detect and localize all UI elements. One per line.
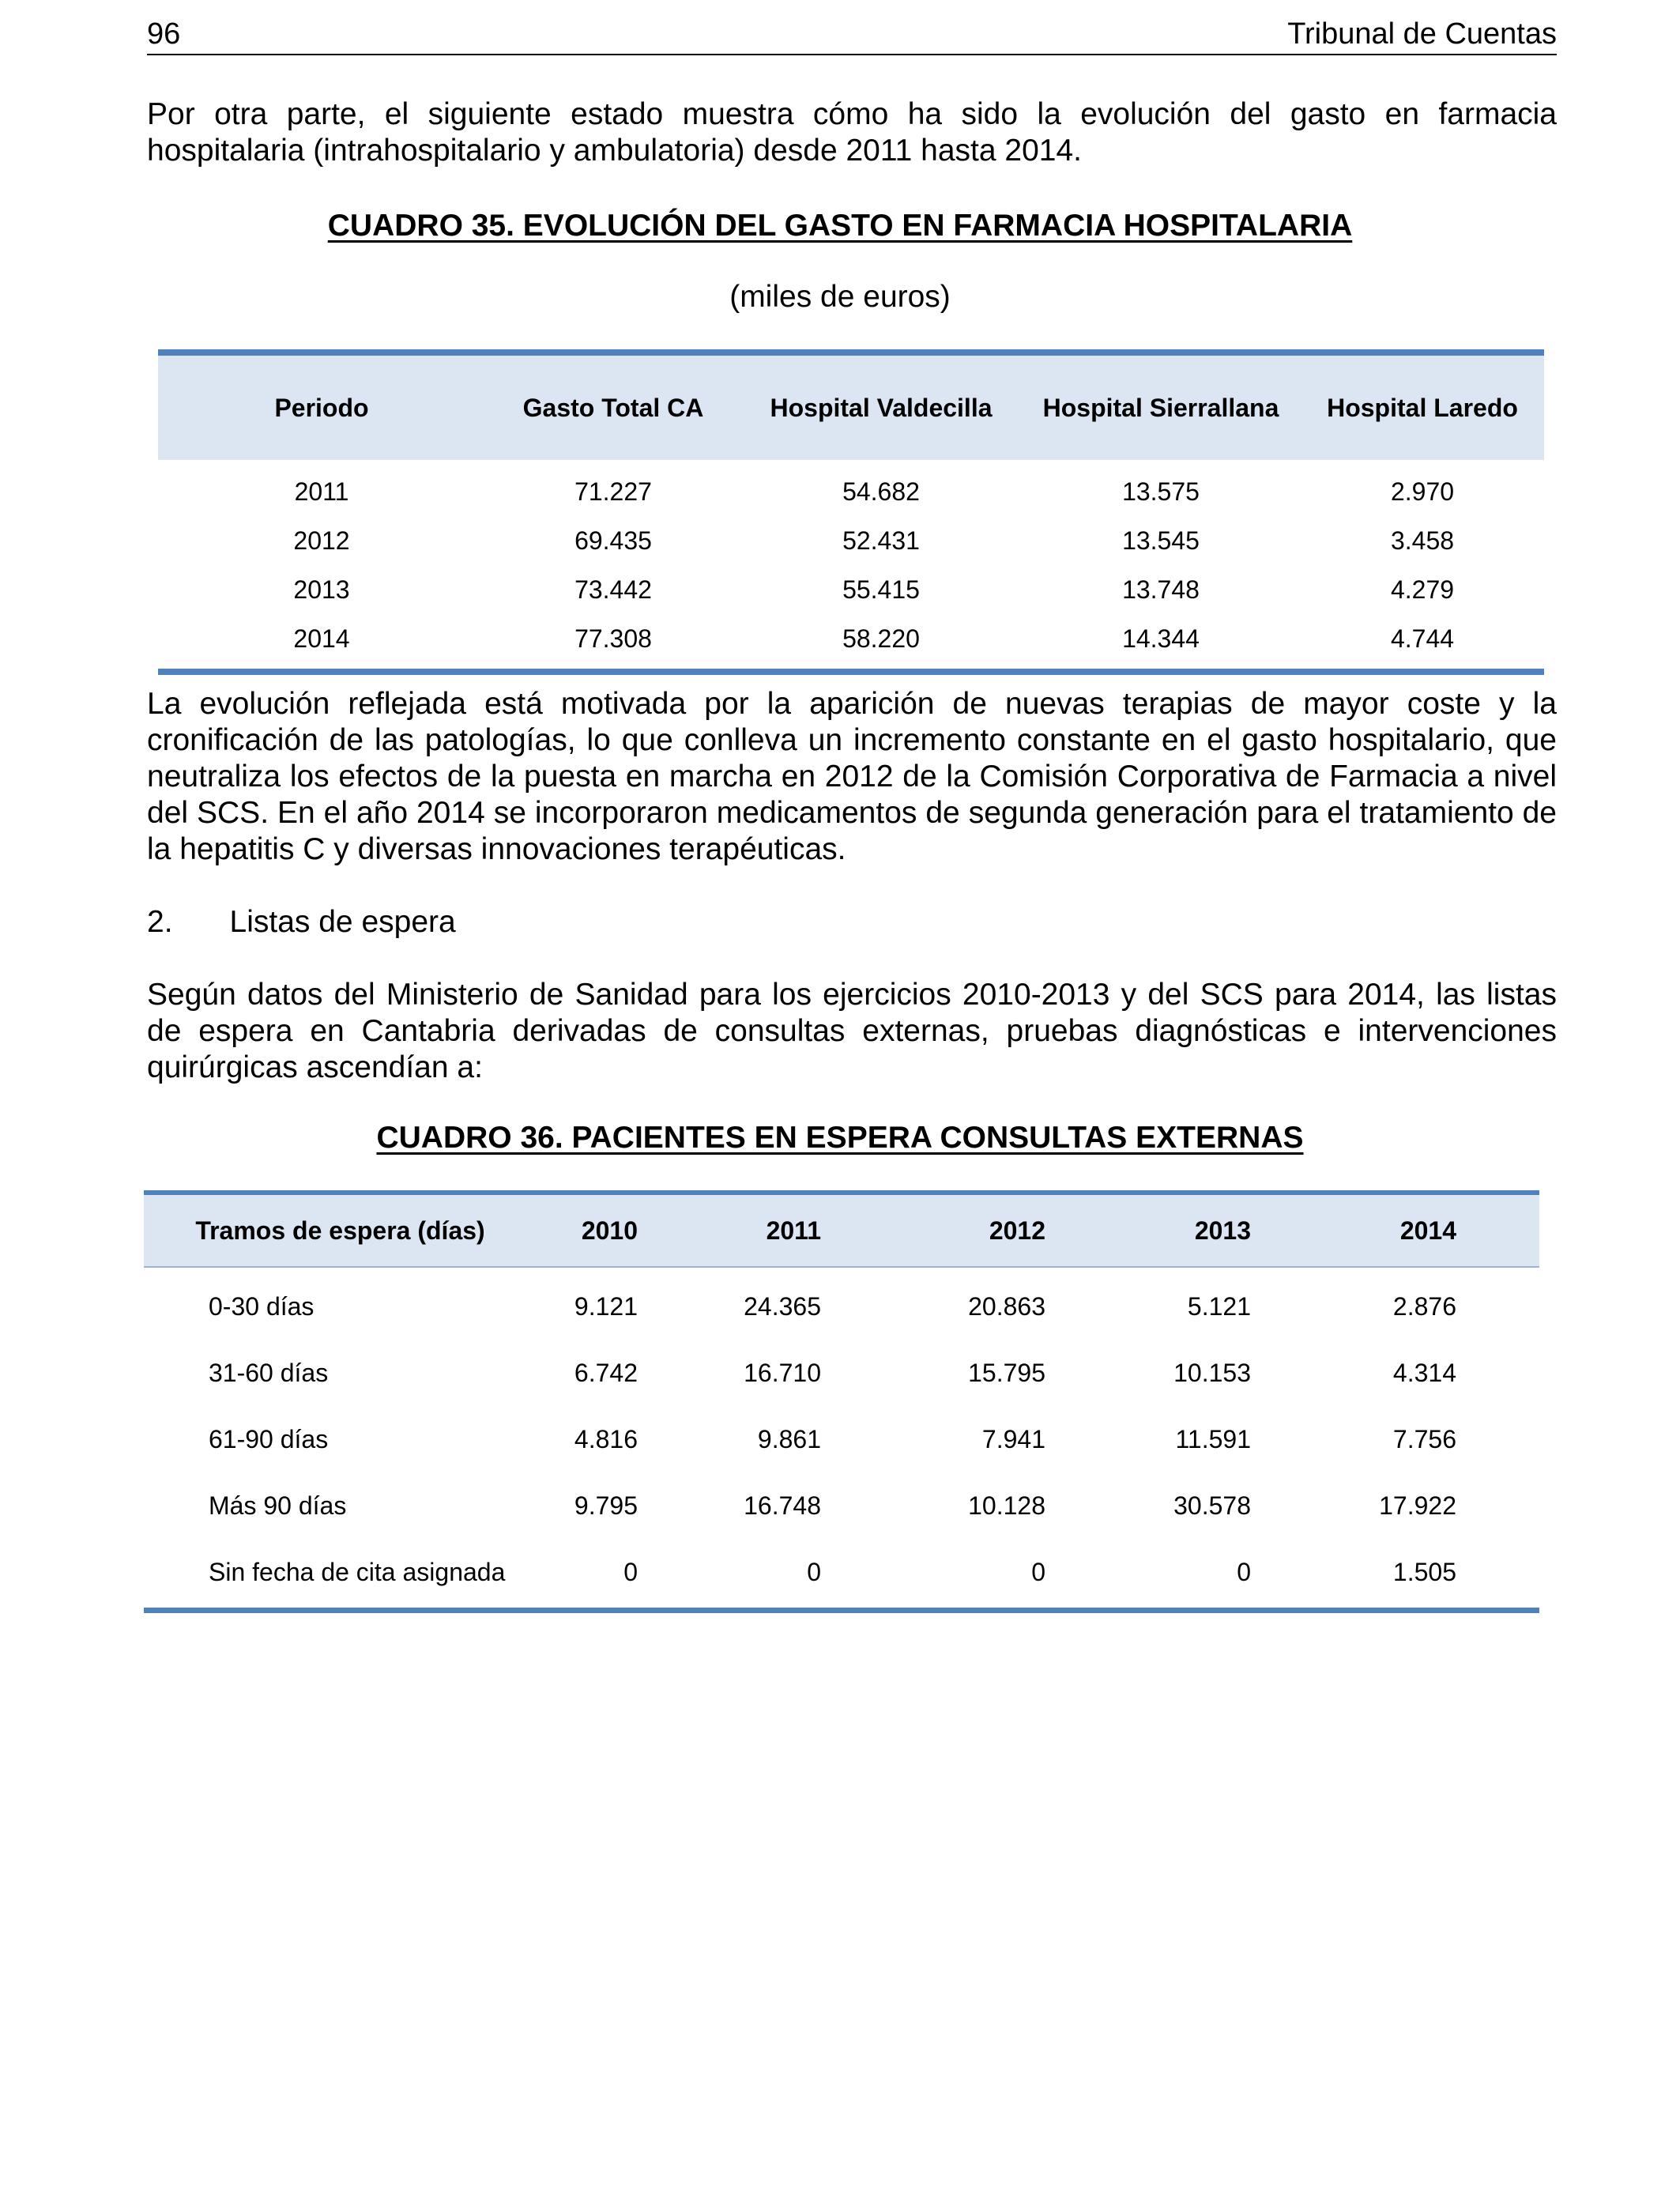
table-cell: 7.941 bbox=[981, 1424, 1045, 1453]
table-cell: 10.128 bbox=[968, 1491, 1045, 1520]
table-row bbox=[144, 1406, 1539, 1472]
running-head: Tribunal de Cuentas bbox=[1287, 17, 1557, 51]
table36-header-spacer bbox=[1457, 1193, 1539, 1267]
table-cell: 2012 bbox=[293, 526, 350, 555]
table36-header-cell: 2012 bbox=[822, 1193, 1046, 1267]
page-number: 96 bbox=[147, 17, 181, 51]
table-spacer bbox=[1457, 1539, 1539, 1611]
table-cell: 14.344 bbox=[1021, 614, 1301, 672]
table35-title: CUADRO 35. EVOLUCIÓN DEL GASTO EN FARMACIA HOSPITALARIA bbox=[327, 209, 1353, 243]
table-row bbox=[158, 516, 1544, 565]
table36-header-cell: 2011 bbox=[638, 1193, 822, 1267]
table-cell: 0 bbox=[537, 1539, 638, 1611]
table-row bbox=[158, 565, 1544, 614]
table36-header-row bbox=[144, 1193, 1539, 1267]
table-row bbox=[158, 614, 1544, 672]
table35 bbox=[158, 349, 1544, 675]
table-row bbox=[144, 1340, 1539, 1406]
table-cell: 13.575 bbox=[1122, 477, 1200, 506]
table-cell: 69.435 bbox=[574, 526, 652, 555]
table-row bbox=[144, 1539, 1539, 1611]
table-cell: 61-90 días bbox=[209, 1424, 329, 1453]
table36-header-cell: Tramos de espera (días) bbox=[144, 1193, 537, 1267]
table-spacer bbox=[1457, 1406, 1539, 1472]
table36-header-cell: 2010 bbox=[537, 1193, 638, 1267]
table-cell: 2.876 bbox=[1392, 1291, 1456, 1321]
table-cell: 73.442 bbox=[574, 575, 652, 604]
table-cell: 55.415 bbox=[842, 575, 920, 604]
table-cell: 10.153 bbox=[1173, 1358, 1251, 1387]
section-heading bbox=[147, 904, 1557, 941]
table-cell: 4.314 bbox=[1392, 1358, 1456, 1387]
table-cell: 5.121 bbox=[1187, 1291, 1251, 1321]
table-cell: 52.431 bbox=[842, 526, 920, 555]
table-cell: 16.710 bbox=[744, 1358, 821, 1387]
table-row bbox=[144, 1267, 1539, 1340]
table35-header-cell: Periodo bbox=[158, 352, 485, 460]
table35-header-cell: Hospital Laredo bbox=[1301, 352, 1544, 460]
table-cell: 11.591 bbox=[1175, 1424, 1251, 1453]
table-cell: 6.742 bbox=[574, 1358, 638, 1387]
table-cell: 2014 bbox=[158, 614, 485, 672]
table-cell: 3.458 bbox=[1390, 526, 1455, 555]
table-cell: 20.863 bbox=[968, 1291, 1045, 1321]
table-spacer bbox=[1457, 1340, 1539, 1406]
table-cell: 9.121 bbox=[574, 1291, 638, 1321]
table-cell: 2.970 bbox=[1390, 477, 1455, 506]
evolution-paragraph: La evolución reflejada está motivada por la aparición de nuevas terapias de mayor coste y la cronificación de las patologías, lo que conlleva un incremento constante en el gasto hospitalario, que neutraliza los efectos de la puesta en marcha en 2012 de la Comisión Corporativa de Farmacia a nivel del SCS. En el año 2014 se incorporaron medicamentos de segunda generación para el tratamiento de la hepatitis C y diversas innovaciones terapéuticas. bbox=[147, 687, 1557, 866]
table-cell: 13.545 bbox=[1122, 526, 1200, 555]
table35-header-cell: Gasto Total CA bbox=[485, 352, 741, 460]
table-cell: Más 90 días bbox=[209, 1491, 347, 1520]
table-cell: 15.795 bbox=[968, 1358, 1045, 1387]
table-cell: Sin fecha de cita asignada bbox=[144, 1539, 537, 1611]
table-spacer bbox=[1457, 1472, 1539, 1539]
table36 bbox=[144, 1190, 1539, 1613]
table-cell: 2011 bbox=[294, 477, 349, 506]
table-cell: 1.505 bbox=[1252, 1539, 1457, 1611]
table-cell: 17.922 bbox=[1379, 1491, 1456, 1520]
table-cell: 4.816 bbox=[574, 1424, 638, 1453]
table-cell: 2013 bbox=[293, 575, 350, 604]
table-cell: 13.748 bbox=[1122, 575, 1200, 604]
table35-units: (miles de euros) bbox=[729, 280, 951, 314]
table-row bbox=[144, 1472, 1539, 1539]
table-cell: 0 bbox=[822, 1539, 1046, 1611]
table35-header-cell: Hospital Sierrallana bbox=[1021, 352, 1301, 460]
table35-header-cell: Hospital Valdecilla bbox=[741, 352, 1021, 460]
waiting-paragraph: Según datos del Ministerio de Sanidad para los ejercicios 2010-2013 y del SCS para 2014, las listas de espera en Cantabria derivadas de consultas externas, pruebas diagnósticas e intervenciones quirúrgicas ascendían a: bbox=[147, 978, 1557, 1084]
table-cell: 24.365 bbox=[744, 1291, 821, 1321]
table-cell: 0 bbox=[638, 1539, 822, 1611]
table36-header-cell: 2014 bbox=[1252, 1193, 1457, 1267]
table-cell: 9.861 bbox=[757, 1424, 821, 1453]
page-header bbox=[147, 17, 1557, 55]
table-spacer bbox=[1457, 1267, 1539, 1340]
table-cell: 54.682 bbox=[842, 477, 920, 506]
table-cell: 4.744 bbox=[1301, 614, 1544, 672]
table-row bbox=[158, 460, 1544, 516]
table-cell: 71.227 bbox=[574, 477, 652, 506]
table-cell: 16.748 bbox=[744, 1491, 821, 1520]
table-cell: 4.279 bbox=[1390, 575, 1455, 604]
table36-title: CUADRO 36. PACIENTES EN ESPERA CONSULTAS EXTERNAS bbox=[376, 1121, 1304, 1155]
table-cell: 0-30 días bbox=[209, 1291, 315, 1321]
table-cell: 9.795 bbox=[574, 1491, 638, 1520]
section-title: Listas de espera bbox=[229, 905, 456, 939]
table-cell: 0 bbox=[1046, 1539, 1252, 1611]
table-cell: 7.756 bbox=[1392, 1424, 1456, 1453]
table-cell: 30.578 bbox=[1173, 1491, 1251, 1520]
table-cell: 31-60 días bbox=[209, 1358, 329, 1387]
table35-header-row bbox=[158, 352, 1544, 460]
section-number: 2. bbox=[147, 905, 173, 939]
table36-header-cell: 2013 bbox=[1046, 1193, 1252, 1267]
intro-paragraph: Por otra parte, el siguiente estado muestra cómo ha sido la evolución del gasto en farmacia hospitalaria (intrahospitalario y ambulatoria) desde 2011 hasta 2014. bbox=[147, 97, 1557, 168]
table-cell: 58.220 bbox=[741, 614, 1021, 672]
table-cell: 77.308 bbox=[485, 614, 741, 672]
